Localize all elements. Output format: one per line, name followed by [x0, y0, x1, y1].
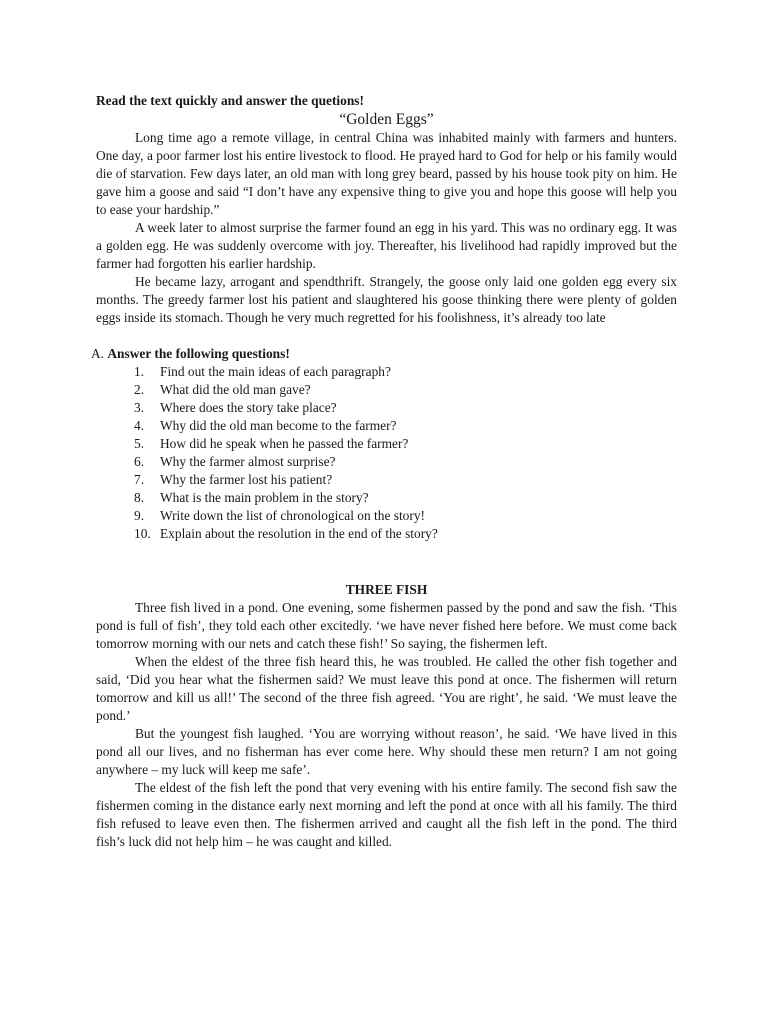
paragraph: Three fish lived in a pond. One evening, some fishermen passed by the pond and saw the fish. ‘This pond is full of fish’, they told each other excitedly. ‘we have never fished here before. We must come back tomorrow morning with our nets and catch these fish!’ So saying, the fishermen left.: [96, 600, 677, 651]
section-a-heading: [91, 345, 677, 363]
question-text: Why the farmer lost his patient?: [160, 472, 333, 487]
question-number: 2.: [134, 382, 145, 397]
question-number: 8.: [134, 490, 145, 505]
paragraph: Long time ago a remote village, in central China was inhabited mainly with farmers and hunters. One day, a poor farmer lost his entire livestock to flood. He prayed hard to God for help or his family would die of starvation. Few days later, an old man with long grey beard, passed by his house took pity on him. He gave him a goose and said “I don’t have any expensive thing to give you and hope this goose will help you to ease your hardship.”: [96, 130, 677, 217]
question-number: 10.: [134, 526, 151, 541]
question-item: [96, 471, 677, 489]
question-item: [96, 363, 677, 381]
question-text: Why did the old man become to the farmer?: [160, 418, 397, 433]
paragraph: A week later to almost surprise the farmer found an egg in his yard. This was no ordinary egg. It was a golden egg. He was suddenly overcome with joy. Thereafter, his livelihood had rapidly improved but the farmer had forgotten his earlier hardship.: [96, 220, 677, 271]
story-title-golden-eggs: “Golden Eggs”: [339, 111, 434, 128]
paragraph: When the eldest of the three fish heard this, he was troubled. He called the other fish together and said, ‘Did you hear what the fishermen said? We must leave this pond at once. The fishermen will return tomorrow and kill us all!’ The second of the three fish agreed. ‘You are right’, he said. ‘We must leave the pond.’: [96, 654, 677, 723]
instruction: Read the text quickly and answer the quetions!: [96, 93, 364, 108]
question-item: [96, 525, 677, 543]
question-item: [96, 489, 677, 507]
question-number: 6.: [134, 454, 145, 469]
question-text: Write down the list of chronological on the story!: [160, 508, 425, 523]
document-content: [91, 92, 677, 851]
question-item: [96, 435, 677, 453]
question-number: 5.: [134, 436, 145, 451]
question-text: How did he speak when he passed the farmer?: [160, 436, 409, 451]
question-item: [96, 381, 677, 399]
question-text: Find out the main ideas of each paragraph?: [160, 364, 391, 379]
question-item: [96, 417, 677, 435]
section-a-title: Answer the following questions!: [107, 346, 290, 361]
question-text: Why the farmer almost surprise?: [160, 454, 336, 469]
question-number: 1.: [134, 364, 145, 379]
question-item: [96, 507, 677, 525]
question-item: [96, 453, 677, 471]
question-number: 4.: [134, 418, 145, 433]
question-text: What is the main problem in the story?: [160, 490, 369, 505]
paragraph: The eldest of the fish left the pond that very evening with his entire family. The second fish saw the fishermen coming in the distance early next morning and left the pond at once with all his family. The third fish refused to leave even then. The fishermen arrived and caught all the fish left in the pond. The third fish’s luck did not help him – he was caught and killed.: [96, 780, 677, 849]
question-text: What did the old man gave?: [160, 382, 311, 397]
question-item: [96, 399, 677, 417]
paragraph: But the youngest fish laughed. ‘You are worrying without reason’, he said. ‘We have lived in this pond all our lives, and no fisherman has ever come here. Why should these men return? I am not going anywhere – my luck will keep me safe’.: [96, 726, 677, 777]
question-number: 7.: [134, 472, 145, 487]
question-list: [96, 363, 677, 543]
question-number: 3.: [134, 400, 145, 415]
question-number: 9.: [134, 508, 145, 523]
paragraph: He became lazy, arrogant and spendthrift. Strangely, the goose only laid one golden egg every six months. The greedy farmer lost his patient and slaughtered his goose thinking there were plenty of golden eggs inside its stomach. Though he very much regretted for his foolishness, it’s already too late: [96, 274, 677, 325]
question-text: Explain about the resolution in the end of the story?: [160, 526, 438, 541]
section-a-prefix: A.: [91, 346, 108, 361]
story-title-three-fish: THREE FISH: [345, 582, 428, 597]
question-text: Where does the story take place?: [160, 400, 337, 415]
